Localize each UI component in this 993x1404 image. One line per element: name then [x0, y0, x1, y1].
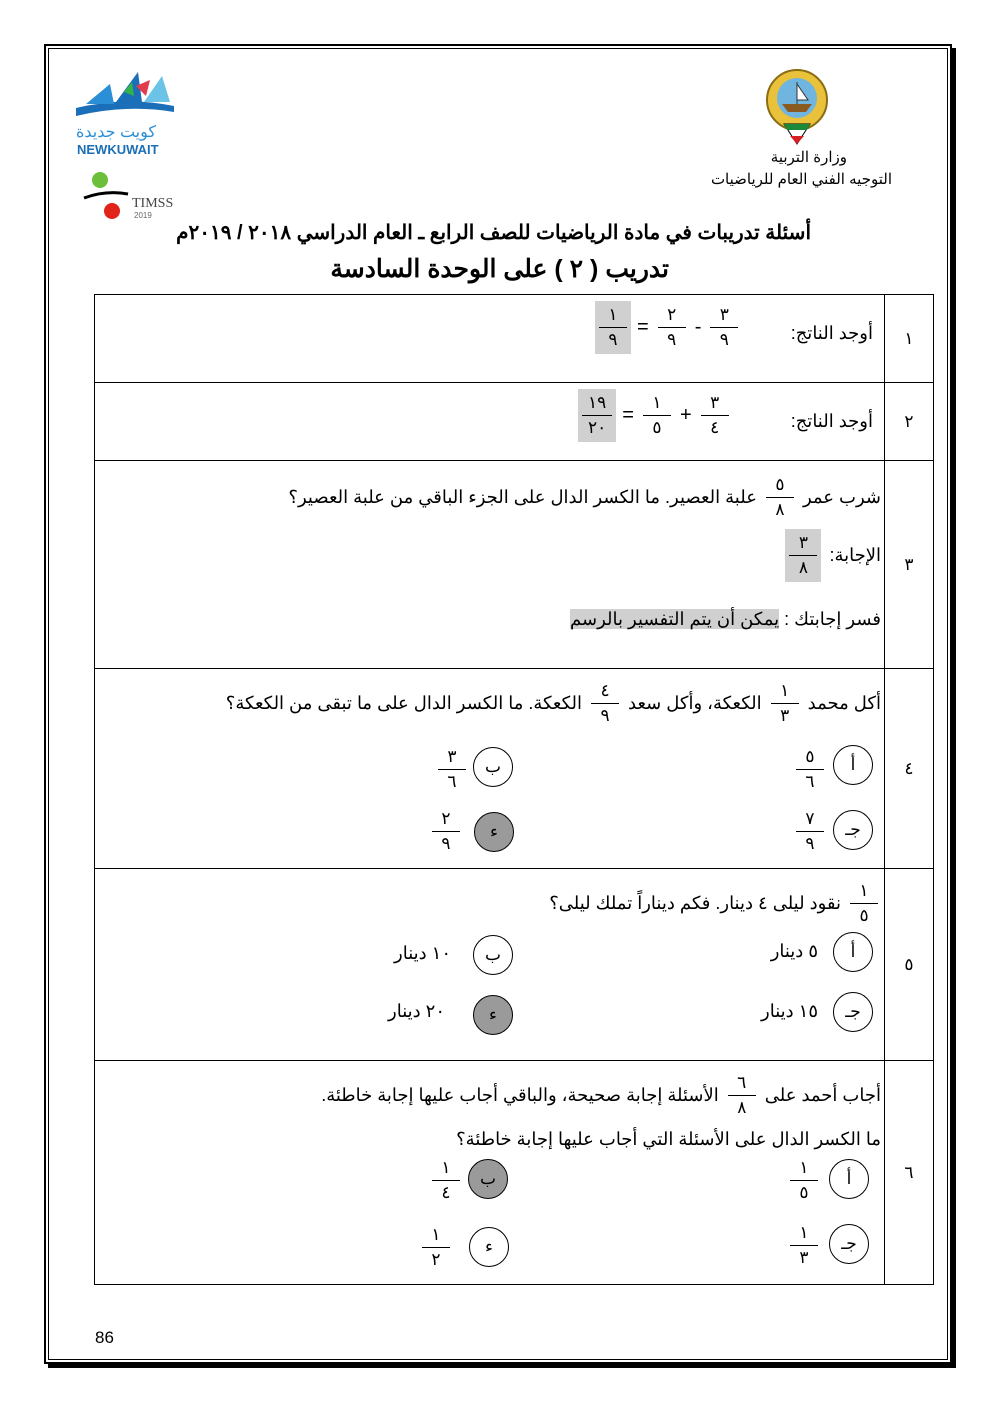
option-c-fraction: ٧ ٩	[793, 809, 827, 854]
department-name: التوجيه الفني العام للرياضيات	[710, 171, 892, 188]
text: نقود ليلى ٤ دينار. فكم ديناراً تملك ليلى؟	[549, 893, 841, 913]
newkuwait-logo-icon	[66, 66, 178, 124]
answer-line	[785, 529, 881, 582]
text: أجاب أحمد على	[764, 1085, 881, 1105]
question-row-5	[94, 868, 934, 1061]
option-b[interactable]: ب	[473, 935, 513, 975]
option-a[interactable]: أ	[829, 1159, 869, 1199]
option-c-fraction: ١ ٣	[787, 1223, 821, 1268]
answer-label: الإجابة:	[829, 545, 881, 565]
timss-logo-icon	[82, 166, 132, 222]
timss-label: TIMSS	[132, 196, 174, 211]
question-row-2	[94, 382, 934, 461]
fraction: $\frac{١}{٣}$	[768, 681, 802, 726]
question-row-6	[94, 1060, 934, 1285]
fraction: $\frac{٥}{٨}$	[763, 475, 797, 520]
option-c[interactable]: جـ	[829, 1224, 869, 1264]
equation	[595, 301, 741, 354]
timss-year: 2019	[134, 211, 152, 220]
explain-label: فسر إجابتك :	[779, 609, 881, 629]
question-text	[288, 475, 881, 520]
question-number: ٣	[884, 461, 933, 668]
text: أكل محمد	[807, 693, 881, 713]
option-c-value: ١٥ دينار	[761, 1001, 818, 1021]
question-text	[226, 681, 881, 726]
question-row-4	[94, 668, 934, 869]
operator: +	[679, 404, 692, 426]
worksheet-subtitle: تدريب ( ٢ ) على الوحدة السادسة	[330, 255, 669, 283]
option-b-fraction: ٣ ٦	[435, 747, 469, 792]
option-d-fraction: ٢ ٩	[429, 809, 463, 854]
option-a[interactable]: أ	[833, 745, 873, 785]
option-d-selected[interactable]: ء	[473, 995, 513, 1035]
newkuwait-arabic: كويت جديدة	[76, 124, 157, 141]
option-b-selected[interactable]: ب	[468, 1159, 508, 1199]
text: شرب عمر	[802, 487, 881, 507]
option-c[interactable]: جـ	[833, 992, 873, 1032]
question-number: ٦	[884, 1061, 933, 1284]
option-d[interactable]: ء	[469, 1227, 509, 1267]
answer-fraction: $\frac{١٩}{٢٠}$	[578, 389, 616, 442]
text: الأسئلة إجابة صحيحة، والباقي أجاب عليها إجابة خاطئة.	[321, 1085, 719, 1105]
text: علبة العصير. ما الكسر الدال على الجزء الباقي من علبة العصير؟	[288, 487, 757, 507]
ministry-emblem-icon	[760, 66, 834, 146]
equation	[578, 389, 732, 442]
question-prompt: أوجد الناتج:	[790, 323, 873, 343]
question-row-1	[94, 294, 934, 383]
option-a-value: ٥ دينار	[770, 941, 818, 961]
question-text	[549, 881, 881, 926]
worksheet-title: أسئلة تدريبات في مادة الرياضيات للصف الرابع ـ العام الدراسي ٢٠١٨ / ٢٠١٩م	[176, 222, 811, 244]
fraction: $\frac{٣}{٤}$	[698, 393, 732, 438]
text: الكعكة. ما الكسر الدال على ما تبقى من الكعكة؟	[225, 693, 583, 713]
option-a[interactable]: أ	[833, 932, 873, 972]
fraction: $\frac{١}{٥}$	[640, 393, 674, 438]
newkuwait-latin: NEWKUWAIT	[77, 142, 159, 157]
page-number: 86	[95, 1328, 114, 1347]
fraction: $\frac{٤}{٩}$	[588, 681, 622, 726]
option-d-value: ٢٠ دينار	[388, 1001, 445, 1021]
question-number: ٤	[884, 669, 933, 868]
fraction: $\frac{٦}{٨}$	[725, 1073, 759, 1118]
option-a-fraction: ٥ ٦	[793, 747, 827, 792]
ministry-name: وزارة التربية	[770, 149, 847, 166]
answer-fraction: $\frac{١}{٩}$	[595, 301, 631, 354]
fraction: $\frac{٢}{٩}$	[655, 305, 689, 350]
answer-fraction: $\frac{٣}{٨}$	[785, 529, 821, 582]
question-row-3	[94, 460, 934, 669]
question-number: ١	[884, 295, 933, 382]
explain-answer: يمكن أن يتم التفسير بالرسم	[570, 609, 780, 629]
text: الكعكة، وأكل سعد	[628, 693, 762, 713]
question-number: ٥	[884, 869, 933, 1060]
option-a-fraction: ١ ٥	[787, 1158, 821, 1203]
equals-sign: =	[637, 316, 649, 338]
explain-line	[570, 609, 881, 630]
question-number: ٢	[884, 383, 933, 460]
equals-sign: =	[622, 404, 634, 426]
option-d-selected[interactable]: ء	[474, 812, 514, 852]
option-b[interactable]: ب	[473, 747, 513, 787]
option-d-fraction: ١ ٢	[419, 1225, 453, 1270]
option-b-value: ١٠ دينار	[394, 943, 451, 963]
fraction: $\frac{٣}{٩}$	[707, 305, 741, 350]
operator: -	[694, 316, 702, 338]
option-c[interactable]: جـ	[833, 810, 873, 850]
option-b-fraction: ١ ٤	[429, 1158, 463, 1203]
question-text-line2: ما الكسر الدال على الأسئلة التي أجاب عليها إجابة خاطئة؟	[456, 1129, 881, 1149]
question-prompt: أوجد الناتج:	[790, 411, 873, 431]
fraction: $\frac{١}{٥}$	[847, 881, 881, 926]
question-text	[321, 1073, 881, 1118]
